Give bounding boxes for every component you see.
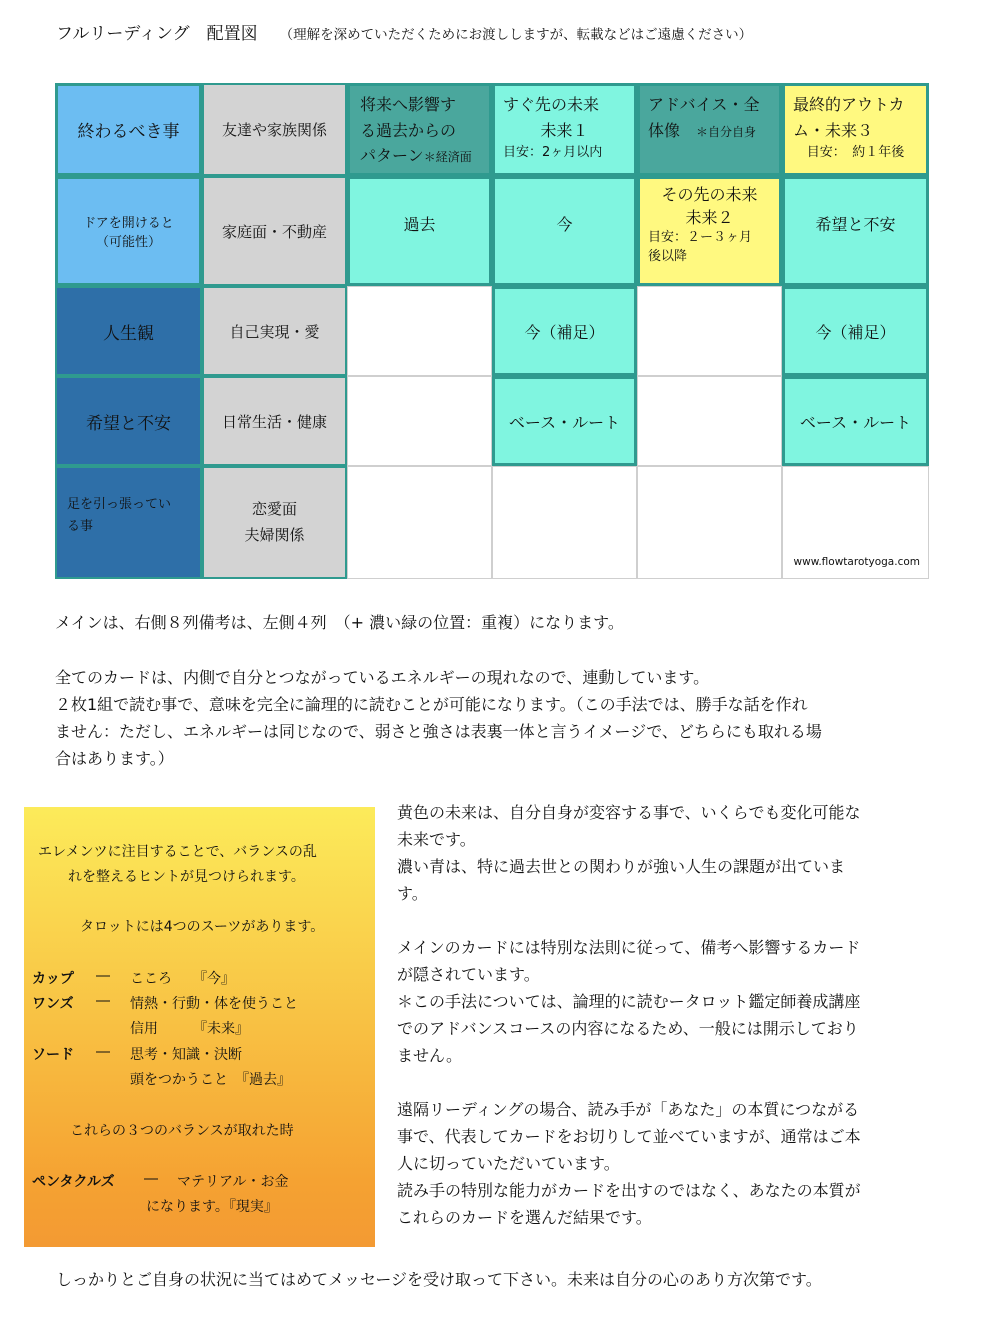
cell-empty <box>637 376 782 466</box>
cell-guide: 目安： 約１年後 <box>806 145 905 161</box>
cell-note: ＊経済面 <box>423 150 472 165</box>
cell-friends-family <box>202 83 347 176</box>
cell-self-realization <box>202 286 347 376</box>
cell-empty <box>637 466 782 579</box>
paragraph-line: 合はあります。） <box>55 749 174 768</box>
cell-home-realestate <box>202 176 347 286</box>
cell-line: すぐ先の未来 <box>503 95 600 114</box>
cell-line: 夫婦関係 <box>244 525 305 544</box>
cell-label: 今 <box>556 215 573 234</box>
cell-line: 未来１ <box>540 120 589 140</box>
box-line: これらの３つのバランスが取れた時 <box>70 1123 294 1139</box>
cell-further-future <box>637 176 782 286</box>
cell-empty <box>347 466 492 579</box>
cell-line: ドアを開けると <box>83 216 174 231</box>
cell-empty <box>347 376 492 466</box>
cell-advice <box>637 83 782 176</box>
suit-dash: ― <box>96 968 110 984</box>
cell-ending <box>55 83 202 176</box>
explanation-paragraph <box>55 664 822 772</box>
cell-line <box>360 143 481 169</box>
cell-line <box>648 118 771 144</box>
cell-near-future <box>492 83 637 176</box>
suit-cup: カップ <box>32 971 74 987</box>
cell-hope-fear <box>782 176 929 286</box>
suit-desc: 頭をつかうこと 『過去』 <box>130 1072 291 1088</box>
cell-line: る過去からの <box>360 120 457 140</box>
suit-desc: こころ 『今』 <box>130 971 235 987</box>
cell-life-view <box>55 286 202 376</box>
copyright-note: （理解を深めていただくためにお渡ししますが、転載などはご遠慮ください） <box>279 27 753 43</box>
text-line: ません。 <box>397 1046 462 1065</box>
right-column-text <box>397 799 932 1231</box>
cell-label: 希望と不安 <box>86 413 171 434</box>
cell-label: 希望と不安 <box>815 215 896 234</box>
cell-empty <box>492 466 637 579</box>
text-line: す。 <box>397 884 428 903</box>
paragraph-line: 全てのカードは、内側で自分とつながっているエネルギーの現れなので、連動しています。 <box>55 668 710 687</box>
suit-dash: ― <box>96 1044 110 1060</box>
website-url: www.flowtarotyoga.com <box>793 556 920 568</box>
suit-desc: 思考・知識・決断 <box>130 1047 242 1063</box>
text-line: 黄色の未来は、自分自身が変容する事で、いくらでも変化可能な <box>397 803 861 822</box>
suit-desc: 信用 『未来』 <box>130 1021 249 1037</box>
cell-guide: 目安：２ー３ヶ月 <box>648 230 753 246</box>
cell-base-root <box>492 376 637 466</box>
cell-present-supplement-right <box>782 286 929 376</box>
box-line: エレメンツに注目することで、バランスの乱 <box>38 844 317 860</box>
suit-dash: ― <box>96 993 110 1009</box>
cell-empty-url <box>782 466 929 579</box>
cell-label: 過去 <box>403 215 436 234</box>
text-line: 読み手の特別な能力がカードを出すのではなく、あなたの本質が <box>397 1181 861 1200</box>
cell-present <box>492 176 637 286</box>
cell-label: 今（補足） <box>524 322 605 342</box>
cell-hope-fear-left <box>55 376 202 466</box>
cell-line: 足を引っ張ってい <box>67 497 172 512</box>
main-note: メインは、右側８列備考は、左側４列 （+ 濃い緑の位置：重複）になります。 <box>55 613 624 632</box>
text-line: が隠されています。 <box>397 965 540 984</box>
paragraph-line: ２枚1組で読む事で、意味を完全に論理的に読むことが可能になります。（この手法では、勝手な話を作れ <box>55 695 808 714</box>
text-line: 人に切っていただいています。 <box>397 1154 620 1173</box>
cell-label: ベース・ルート <box>799 412 912 432</box>
cell-line: る事 <box>67 519 94 535</box>
cell-final-outcome <box>782 83 929 176</box>
cell-guide: 目安：2ヶ月以内 <box>503 145 603 161</box>
cell-label: 友達や家族関係 <box>221 121 327 139</box>
cell-door-opening <box>55 176 202 286</box>
box-line: タロットには4つのスーツがあります。 <box>80 919 325 935</box>
text-line: 濃い青は、特に過去世との関わりが強い人生の課題が出ていま <box>397 857 846 876</box>
cell-label: 家庭面・不動産 <box>221 222 327 241</box>
suit-desc: マテリアル・お金 <box>177 1174 289 1190</box>
cell-text: パターン <box>360 146 424 166</box>
text-line: これらのカードを選んだ結果です。 <box>397 1208 652 1227</box>
cell-label: 人生観 <box>103 323 154 344</box>
cell-line: 未来２ <box>685 208 734 228</box>
paragraph-line: ません：ただし、エネルギーは同じなので、弱さと強さは表裏一体と言うイメージで、どちらにも取れる場 <box>55 722 822 741</box>
cell-guide: 後以降 <box>648 249 688 265</box>
suit-dash: ― <box>144 1171 158 1187</box>
cell-past <box>347 176 492 286</box>
cell-text: 体像 <box>648 120 681 140</box>
cell-line: 恋愛面 <box>251 500 297 518</box>
page-header <box>56 19 752 44</box>
text-line: 遠隔リーディングの場合、読み手が「あなた」の本質につながる <box>397 1100 860 1119</box>
suit-pentacles: ペンタクルズ <box>32 1174 115 1190</box>
cell-label: 自己実現・愛 <box>229 322 320 341</box>
cell-holding-back <box>55 466 202 579</box>
cell-line: アドバイス・全 <box>648 95 760 114</box>
cell-present-supplement <box>492 286 637 376</box>
text-line: メインのカードには特別な法則に従って、備考へ影響するカード <box>397 938 861 957</box>
cell-label: 今（補足） <box>815 322 896 342</box>
footer-message: しっかりとご自身の状況に当てはめてメッセージを受け取って下さい。未来は自分の心のあり方次第です。 <box>56 1270 822 1289</box>
text-line: でのアドバンスコースの内容になるため、一般には開示しており <box>397 1019 859 1038</box>
box-line: れを整えるヒントが見つけられます。 <box>68 869 305 885</box>
text-line: ＊この手法については、論理的に読むータロット鑑定師養成講座 <box>397 992 861 1011</box>
cell-empty <box>637 286 782 376</box>
text-line: 未来です。 <box>397 830 476 849</box>
cell-line: その先の未来 <box>661 185 758 204</box>
suit-sword: ソード <box>32 1047 74 1063</box>
cell-daily-health <box>202 376 347 466</box>
elements-box <box>24 807 375 1247</box>
suit-desc: になります。『現実』 <box>146 1199 278 1215</box>
cell-past-pattern <box>347 83 492 176</box>
cell-label: 日常生活・健康 <box>221 412 327 431</box>
cell-line: 最終的アウトカ <box>793 95 905 114</box>
cell-label: ベース・ルート <box>508 412 621 432</box>
cell-line: （可能性） <box>95 235 161 250</box>
cell-line: ム・未来３ <box>793 120 874 140</box>
layout-grid <box>55 83 929 579</box>
cell-note: ＊自分自身 <box>696 124 757 139</box>
text-line: 事で、代表してカードをお切りして並べていますが、通常はご本 <box>397 1127 861 1146</box>
cell-label: 終わるべき事 <box>77 122 180 142</box>
suit-wands: ワンズ <box>32 996 74 1012</box>
page-title: フルリーディング 配置図 <box>56 24 258 44</box>
cell-love-marriage <box>202 466 347 579</box>
cell-base-root-right <box>782 376 929 466</box>
suit-desc: 情熱・行動・体を使うこと <box>130 996 298 1012</box>
cell-line: 将来へ影響す <box>360 95 457 114</box>
cell-empty <box>347 286 492 376</box>
